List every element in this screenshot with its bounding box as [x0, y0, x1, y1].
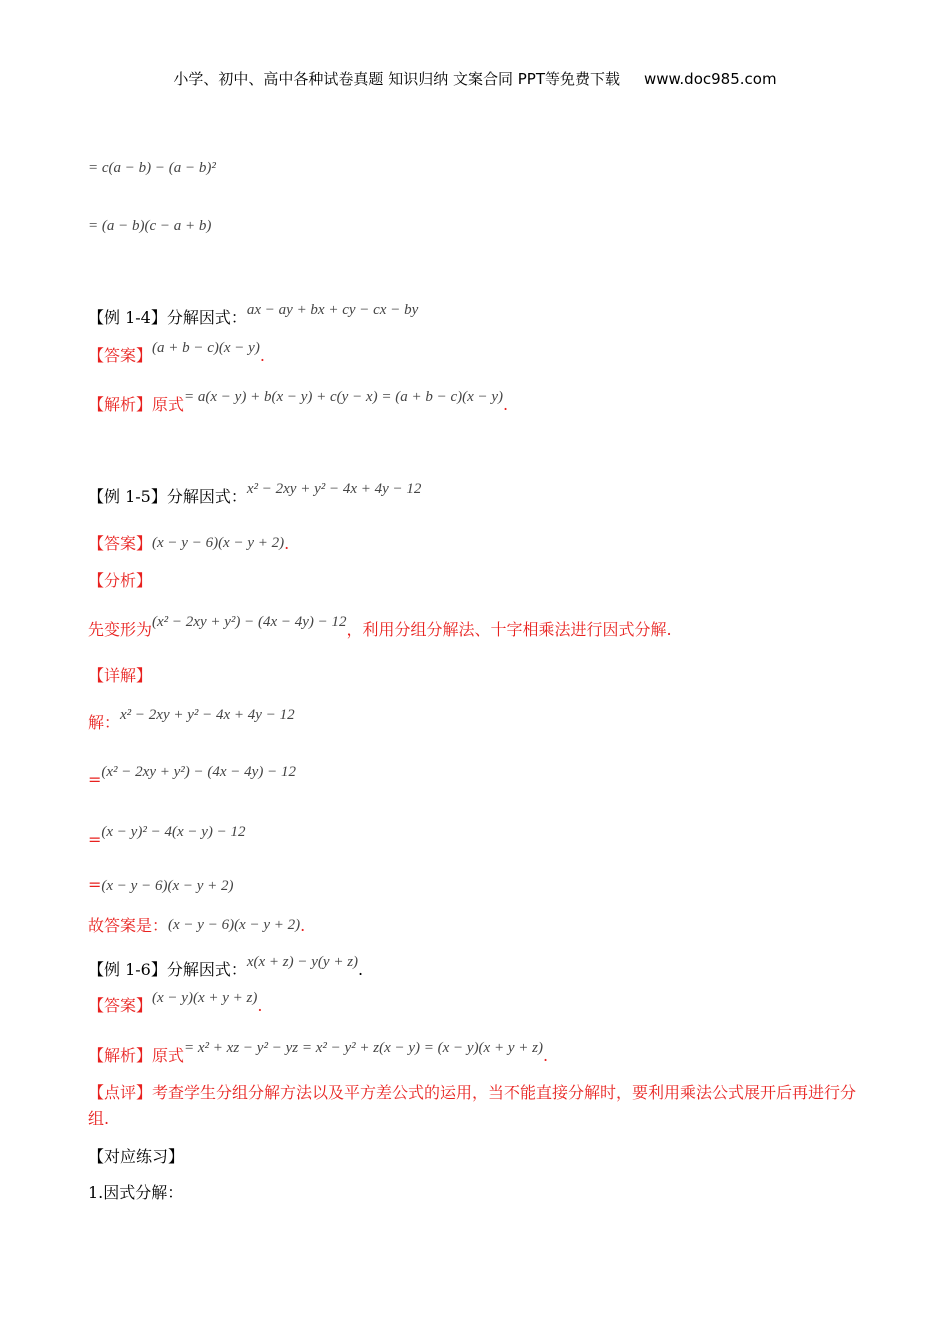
equals-sign: = [88, 830, 102, 849]
example-1-5-question [88, 481, 422, 507]
step-expression: (x − y)² − 4(x − y) − 12 [101, 824, 246, 840]
question-expression: ax − ay + bx + cy − cx − by [246, 302, 419, 318]
step-expression: (x − y − 6)(x − y + 2) [101, 878, 234, 894]
example-label: 【例 1-6】 [88, 960, 167, 979]
step-line-a: = c(a − b) − (a − b)² [88, 160, 216, 176]
example-label: 【例 1-4】 [88, 308, 167, 327]
example-1-6-analysis [88, 1040, 549, 1066]
fenxi-expression: (x² − 2xy + y²) − (4x − 4y) − 12 [152, 614, 347, 630]
example-1-4-analysis [88, 389, 509, 415]
analysis-end: . [542, 1046, 549, 1065]
fenxi-suffix: ，利用分组分解法、十字相乘法进行因式分解. [346, 620, 672, 639]
question-prompt: 分解因式： [166, 487, 247, 506]
question-prompt: 分解因式： [166, 308, 247, 327]
question-expression: x² − 2xy + y² − 4x + 4y − 12 [246, 481, 422, 497]
answer-end: . [259, 346, 265, 365]
analysis-label: 【解析】 [88, 1046, 153, 1065]
equals-sign: = [88, 875, 102, 894]
comment-label: 【点评】 [88, 1083, 153, 1102]
header-text: 小学、初中、高中各种试卷真题 知识归纳 文案合同 PPT等免费下载 [173, 70, 620, 88]
answer-label: 【答案】 [88, 534, 153, 553]
solve-step-3 [88, 875, 234, 895]
fenxi-label: 【分析】 [88, 571, 153, 590]
answer-end: . [257, 996, 263, 1015]
practice-heading: 【对应练习】 [88, 1147, 185, 1166]
solve-prefix: 解： [88, 713, 121, 732]
solve-step-1 [88, 764, 296, 790]
example-1-6-comment [88, 1080, 868, 1132]
example-1-6-question [88, 954, 364, 980]
final-answer-line [88, 913, 305, 936]
answer-end: . [284, 534, 290, 553]
analysis-expression: = a(x − y) + b(x − y) + c(y − x) = (a + b − c)(x − y) [184, 389, 504, 405]
question-prompt: 分解因式： [166, 960, 247, 979]
question-end: . [358, 960, 364, 979]
solve-expression: x² − 2xy + y² − 4x + 4y − 12 [120, 707, 295, 723]
practice-item-1: 1.因式分解： [88, 1183, 184, 1202]
step-line-b: = (a − b)(c − a + b) [88, 218, 212, 234]
page-header [0, 68, 950, 89]
example-1-4-question [88, 302, 419, 328]
example-label: 【例 1-5】 [88, 487, 167, 506]
analysis-expression: = x² + xz − y² − yz = x² − y² + z(x − y) = (x − y)(x + y + z) [184, 1040, 543, 1056]
final-expression: (x − y − 6)(x − y + 2) [168, 917, 301, 933]
example-1-5-answer [88, 531, 289, 554]
solve-line [88, 707, 295, 733]
final-end: . [300, 916, 306, 935]
detail-label: 【详解】 [88, 666, 153, 685]
answer-expression: (x − y)(x + y + z) [152, 990, 258, 1006]
example-1-4-answer [88, 340, 265, 366]
final-prefix: 故答案是： [88, 916, 169, 935]
header-site-link[interactable]: www.doc985.com [643, 70, 777, 88]
analysis-end: . [503, 395, 509, 414]
solve-step-2 [88, 824, 246, 850]
analysis-label: 【解析】 [88, 395, 153, 414]
fenxi-line [88, 614, 672, 640]
answer-label: 【答案】 [88, 346, 153, 365]
answer-label: 【答案】 [88, 996, 153, 1015]
comment-text: 考查学生分组分解方法以及平方差公式的运用，当不能直接分解时，要利用乘法公式展开后再进行分组. [88, 1083, 857, 1128]
fenxi-prefix: 先变形为 [88, 620, 153, 639]
equals-sign: = [88, 770, 102, 789]
example-1-6-answer [88, 990, 263, 1016]
analysis-prefix: 原式 [152, 1046, 185, 1065]
question-expression: x(x + z) − y(y + z) [246, 954, 359, 970]
answer-expression: (a + b − c)(x − y) [152, 340, 260, 356]
step-expression: (x² − 2xy + y²) − (4x − 4y) − 12 [101, 764, 296, 780]
answer-expression: (x − y − 6)(x − y + 2) [152, 535, 285, 551]
analysis-prefix: 原式 [152, 395, 185, 414]
